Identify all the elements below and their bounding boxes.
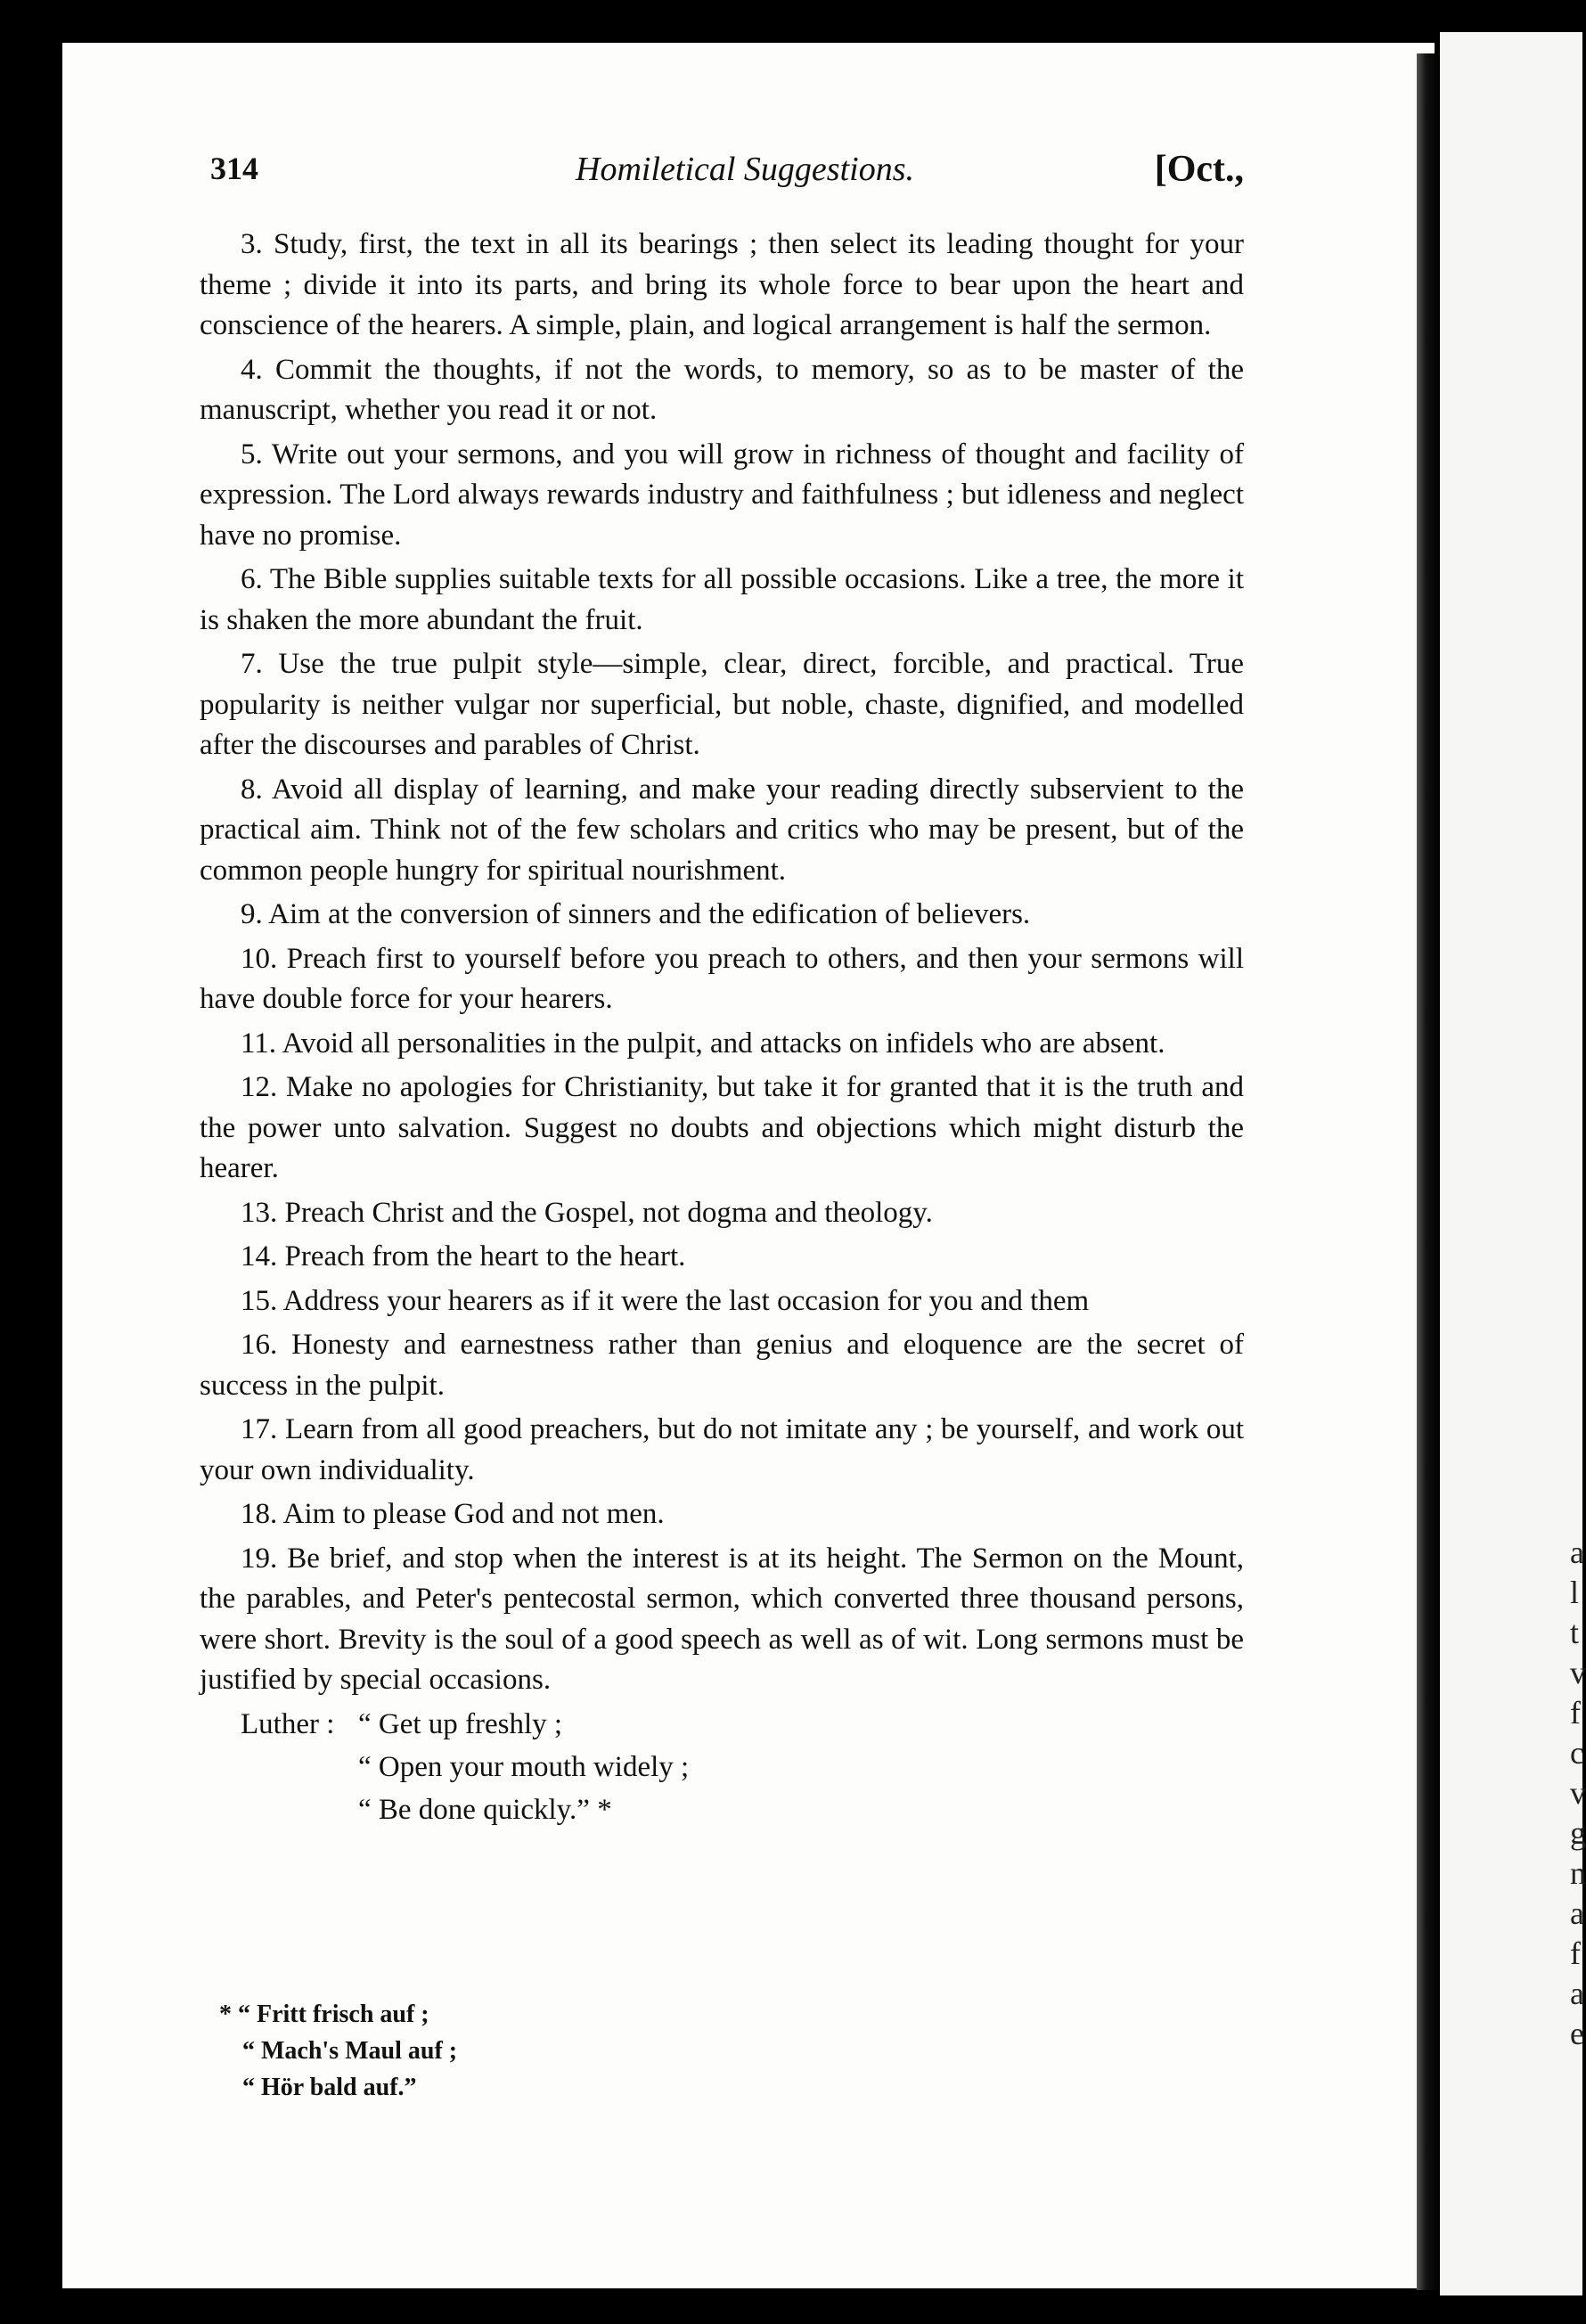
suggestion-item: 19. Be brief, and stop when the interest is at its height. The Sermon on the Mount, the parables, and Peter's pentecostal sermon, which converted three thousand persons, were short. Brevity is the soul of a good speech as well as of wit. Long sermons must be justified by special occasions. xyxy=(200,1542,1244,1696)
suggestion-item: 5. Write out your sermons, and you will grow in richness of thought and facility of expression. The Lord always rewards industry and faithfulness ; but idleness and neglect have no promise. xyxy=(200,438,1244,552)
suggestion-item: 10. Preach first to yourself before you preach to others, and then your sermons will have double force for your hearers. xyxy=(200,942,1244,1015)
suggestion-item: 8. Avoid all display of learning, and make your reading directly subservient to the practical aim. Think not of the few scholars and critics who may be present, but of the common people hungry for spiritual nourishment. xyxy=(200,773,1244,887)
book-spine-shadow xyxy=(1417,53,1440,2290)
facing-letter: t xyxy=(1570,1615,1580,1650)
page-number: 314 xyxy=(210,151,258,186)
facing-letter: l xyxy=(1570,1575,1580,1610)
facing-letter: n xyxy=(1570,1855,1586,1891)
footnote-line: “ Mach's Maul auf ; xyxy=(242,2037,458,2065)
suggestion-item: 9. Aim at the conversion of sinners and the edification of believers. xyxy=(241,898,1031,930)
page-body xyxy=(200,225,1244,1833)
facing-letter: e xyxy=(1570,2016,1584,2051)
issue-month: [Oct., xyxy=(1154,149,1244,190)
footnote-line: “ Hör bald auf.” xyxy=(242,2074,417,2101)
suggestion-item: 18. Aim to please God and not men. xyxy=(241,1498,665,1530)
suggestion-item: 6. The Bible supplies suitable texts for all possible occasions. Like a tree, the more it is shaken the more abundant the fruit. xyxy=(200,563,1244,636)
footnote xyxy=(219,1996,457,2106)
suggestion-item: 16. Honesty and earnestness rather than genius and eloquence are the secret of success in the pulpit. xyxy=(200,1329,1244,1402)
suggestion-item: 12. Make no apologies for Christianity, but take it for granted that it is the truth and the power unto salvation. Suggest no doubts and objections which might disturb the hearer. xyxy=(200,1071,1244,1184)
facing-letter: v xyxy=(1570,1775,1586,1811)
footnote-line: * “ Fritt frisch auf ; xyxy=(219,2001,429,2028)
suggestion-item: 7. Use the true pulpit style—simple, clear, direct, forcible, and practical. True popularity is neither vulgar nor superficial, but noble, chaste, dignified, and modelled after the discourses and parables of Christ. xyxy=(200,648,1244,761)
luther-quote xyxy=(200,1705,1244,1833)
facing-letter: f xyxy=(1570,1695,1581,1731)
facing-letter: a xyxy=(1570,1895,1584,1931)
facing-letter: f xyxy=(1570,1935,1581,1971)
suggestion-item: 3. Study, first, the text in all its bearings ; then select its leading thought for your theme ; divide it into its parts, and bring its whole force to bear upon the heart and conscience of the hearers. A simple, plain, and logical arrangement is half the sermon. xyxy=(200,228,1244,341)
suggestion-item: 15. Address your hearers as if it were the last occasion for you and them xyxy=(241,1284,1090,1317)
quote-line: “ Be done quickly.” * xyxy=(358,1793,612,1826)
suggestion-item: 13. Preach Christ and the Gospel, not dogma and theology. xyxy=(241,1196,933,1229)
facing-letter: v xyxy=(1570,1655,1586,1690)
quote-line: “ Get up freshly ; xyxy=(358,1707,563,1740)
quote-line: “ Open your mouth widely ; xyxy=(358,1750,690,1783)
suggestion-item: 4. Commit the thoughts, if not the words, to memory, so as to be master of the manuscript, whether you read it or not. xyxy=(200,353,1244,426)
facing-letter: a xyxy=(1570,1534,1584,1570)
facing-letter: a xyxy=(1570,1976,1584,2011)
running-title: Homiletical Suggestions. xyxy=(576,151,914,188)
page-header xyxy=(210,150,1244,203)
facing-page-edge xyxy=(1440,32,1586,2295)
quote-speaker: Luther : xyxy=(241,1707,335,1740)
suggestion-item: 11. Avoid all personalities in the pulpit, and attacks on infidels who are absent. xyxy=(241,1027,1165,1060)
facing-page-letters xyxy=(1570,1533,1586,2054)
suggestion-item: 14. Preach from the heart to the heart. xyxy=(241,1240,686,1272)
suggestion-item: 17. Learn from all good preachers, but do not imitate any ; be yourself, and work out your own individuality. xyxy=(200,1413,1244,1486)
facing-letter: g xyxy=(1570,1815,1586,1851)
facing-letter: c xyxy=(1570,1735,1584,1771)
